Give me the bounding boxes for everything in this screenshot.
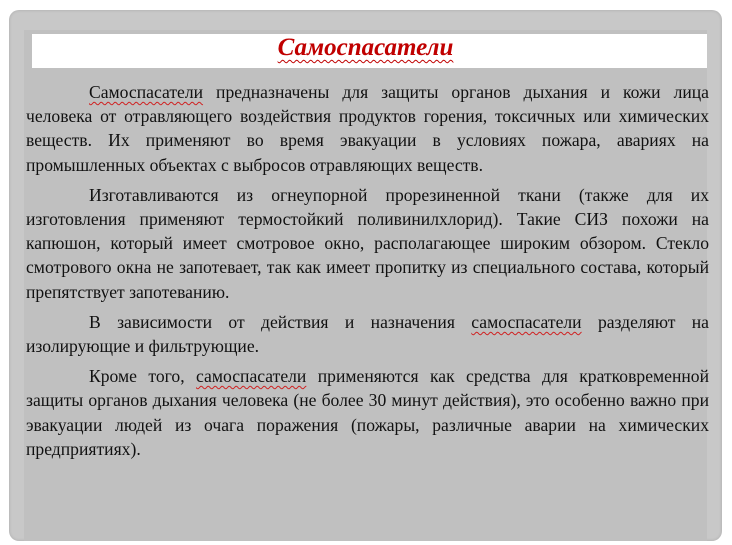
paragraph-2 bbox=[26, 183, 709, 304]
paragraph-text: применяются как средства для кратковременной защиты органов дыхания человека (не более 30 минут действия), это особенно важно при эвакуации людей из очага поражения (пожары, различные аварии на химических предприятиях). bbox=[26, 366, 709, 459]
paragraph-text: В зависимости от действия и назначения bbox=[89, 311, 472, 332]
spellcheck-word: самоспасатели bbox=[471, 311, 582, 332]
paragraph-3 bbox=[26, 310, 709, 358]
paragraph-4 bbox=[26, 364, 709, 461]
paragraph-text: Кроме того, bbox=[89, 366, 197, 387]
slide-body bbox=[26, 80, 709, 467]
slide bbox=[24, 30, 707, 541]
spellcheck-word: Самоспасатели bbox=[89, 82, 204, 102]
slide-frame bbox=[9, 10, 722, 541]
paragraph-text: разделяют на изолирующие и фильтрующие. bbox=[26, 311, 709, 357]
slide-title: Самоспасатели bbox=[277, 34, 454, 61]
spellcheck-word: самоспасатели bbox=[196, 366, 307, 387]
paragraph-text: Изготавливаются из огнеупорной прорезиненной ткани (также для их изготовления применяют термостойкий поливинилхлорид). Такие СИЗ похожи на капюшон, который имеет смотровое окно, располагающее широким обзором. Стекло смотрового окна не запотевает, так как имеет пропитку из специального состава, который препятствует запотеванию. bbox=[26, 184, 709, 302]
paragraph-text: предназначены для защиты органов дыхания и кожи лица человека от отравляющего воздействия продуктов горения, токсичных или химических веществ. Их применяют во время эвакуации в условиях пожара, авариях на промышленных объектах с выбросов отравляющих веществ. bbox=[26, 82, 709, 175]
paragraph-1 bbox=[26, 80, 709, 177]
